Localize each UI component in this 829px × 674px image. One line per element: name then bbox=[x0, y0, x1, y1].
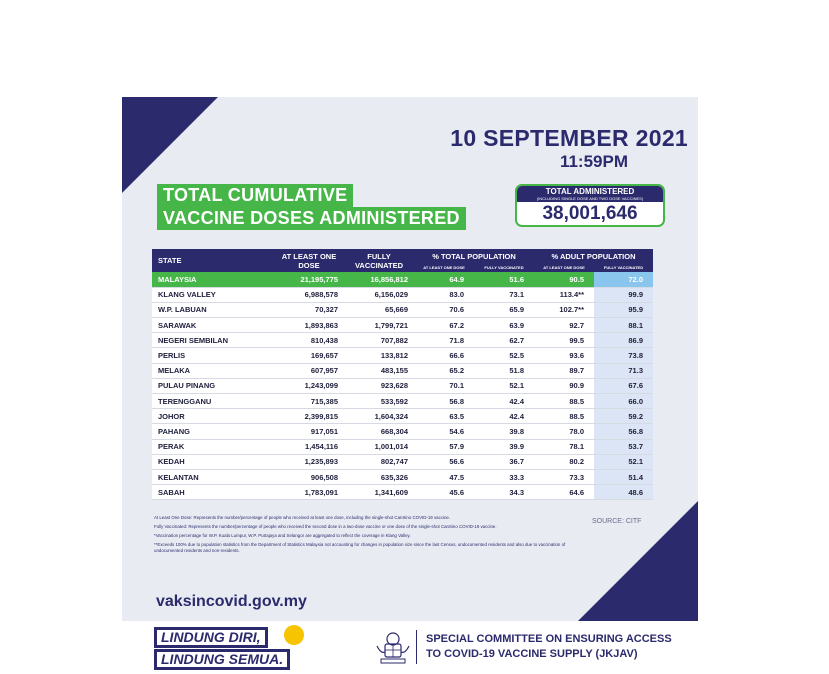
cell-total-pct-one: 71.8 bbox=[414, 333, 474, 348]
cell-total-pct-one: 56.8 bbox=[414, 394, 474, 409]
cell-total-pct-one: 57.9 bbox=[414, 439, 474, 454]
committee-line-2: TO COVID-19 VACCINE SUPPLY (JKJAV) bbox=[426, 647, 638, 660]
footnote-one-dose: At Least One Dose: Represents the number/percentage of people who received at least one dose, including the single-shot CanSino COVID-19 vaccine. bbox=[154, 515, 451, 520]
cell-total-pct-one: 54.6 bbox=[414, 424, 474, 439]
cell-adult-pct-one: 93.6 bbox=[534, 348, 594, 363]
cell-state: KEDAH bbox=[152, 454, 274, 469]
cell-state: KLANG VALLEY bbox=[152, 287, 274, 302]
cell-fully-vaccinated: 802,747 bbox=[344, 454, 414, 469]
cell-adult-pct-full: 95.9 bbox=[594, 302, 653, 317]
cell-total-pct-full: 62.7 bbox=[474, 333, 534, 348]
cell-total-pct-full: 52.5 bbox=[474, 348, 534, 363]
cell-fully-vaccinated: 707,882 bbox=[344, 333, 414, 348]
cell-total-pct-full: 39.8 bbox=[474, 424, 534, 439]
footnotes bbox=[154, 515, 574, 557]
website-link[interactable]: vaksincovid.gov.my bbox=[156, 593, 307, 610]
total-administered-value: 38,001,646 bbox=[542, 203, 638, 224]
corner-triangle-top-left bbox=[122, 97, 218, 193]
table-row bbox=[152, 424, 653, 439]
cell-fully-vaccinated: 1,604,324 bbox=[344, 409, 414, 424]
vaccination-table bbox=[152, 249, 653, 500]
cell-fully-vaccinated: 923,628 bbox=[344, 378, 414, 393]
committee-name bbox=[426, 632, 672, 662]
cell-adult-pct-full: 73.8 bbox=[594, 348, 653, 363]
cell-fully-vaccinated: 16,856,812 bbox=[344, 272, 414, 287]
cell-total-pct-full: 52.1 bbox=[474, 378, 534, 393]
cell-total-pct-full: 65.9 bbox=[474, 302, 534, 317]
header-fully-vaccinated: FULLY VACCINATED bbox=[344, 249, 414, 272]
cell-one-dose: 169,657 bbox=[274, 348, 344, 363]
cell-total-pct-one: 65.2 bbox=[414, 363, 474, 378]
cell-one-dose: 6,988,578 bbox=[274, 287, 344, 302]
cell-one-dose: 715,385 bbox=[274, 394, 344, 409]
cell-state: TERENGGANU bbox=[152, 394, 274, 409]
cell-adult-pct-one: 80.2 bbox=[534, 454, 594, 469]
cell-adult-pct-one: 92.7 bbox=[534, 318, 594, 333]
cell-adult-pct-full: 66.0 bbox=[594, 394, 653, 409]
cell-adult-pct-one: 78.1 bbox=[534, 439, 594, 454]
cell-adult-pct-full: 53.7 bbox=[594, 439, 653, 454]
cell-total-pct-full: 51.8 bbox=[474, 363, 534, 378]
cell-adult-pct-one: 64.6 bbox=[534, 485, 594, 500]
cell-fully-vaccinated: 1,001,014 bbox=[344, 439, 414, 454]
table-row bbox=[152, 469, 653, 484]
cell-one-dose: 607,957 bbox=[274, 363, 344, 378]
cell-adult-pct-full: 51.4 bbox=[594, 469, 653, 484]
cell-state: JOHOR bbox=[152, 409, 274, 424]
cell-one-dose: 1,783,091 bbox=[274, 485, 344, 500]
cell-total-pct-full: 34.3 bbox=[474, 485, 534, 500]
footer-divider bbox=[416, 630, 417, 664]
cell-total-pct-full: 36.7 bbox=[474, 454, 534, 469]
cell-state: SABAH bbox=[152, 485, 274, 500]
cell-adult-pct-one: 90.5 bbox=[534, 272, 594, 287]
table-row bbox=[152, 409, 653, 424]
title-line-2: VACCINE DOSES ADMINISTERED bbox=[157, 207, 466, 230]
subheader-adult-full: FULLY VACCINATED bbox=[594, 263, 653, 272]
cell-adult-pct-one: 73.3 bbox=[534, 469, 594, 484]
cell-one-dose: 917,051 bbox=[274, 424, 344, 439]
sun-icon bbox=[284, 625, 304, 645]
cell-state: MALAYSIA bbox=[152, 272, 274, 287]
header-pct-adult-population: % ADULT POPULATION bbox=[534, 249, 653, 263]
cell-adult-pct-full: 71.3 bbox=[594, 363, 653, 378]
table-row bbox=[152, 454, 653, 469]
cell-fully-vaccinated: 6,156,029 bbox=[344, 287, 414, 302]
cell-adult-pct-one: 90.9 bbox=[534, 378, 594, 393]
coat-of-arms-icon bbox=[373, 630, 413, 666]
subheader-adult-one: AT LEAST ONE DOSE bbox=[534, 263, 594, 272]
total-administered-label: TOTAL ADMINISTERED bbox=[545, 187, 635, 196]
cell-one-dose: 2,399,815 bbox=[274, 409, 344, 424]
cell-state: SARAWAK bbox=[152, 318, 274, 333]
header-pct-total-population: % TOTAL POPULATION bbox=[414, 249, 534, 263]
cell-total-pct-full: 51.6 bbox=[474, 272, 534, 287]
cell-adult-pct-full: 72.0 bbox=[594, 272, 653, 287]
cell-total-pct-full: 73.1 bbox=[474, 287, 534, 302]
cell-total-pct-one: 63.5 bbox=[414, 409, 474, 424]
cell-fully-vaccinated: 533,592 bbox=[344, 394, 414, 409]
cell-state: W.P. LABUAN bbox=[152, 302, 274, 317]
cell-total-pct-one: 66.6 bbox=[414, 348, 474, 363]
cell-total-pct-full: 42.4 bbox=[474, 409, 534, 424]
cell-fully-vaccinated: 1,341,609 bbox=[344, 485, 414, 500]
cell-total-pct-one: 45.6 bbox=[414, 485, 474, 500]
table-row bbox=[152, 272, 653, 287]
cell-fully-vaccinated: 65,669 bbox=[344, 302, 414, 317]
cell-adult-pct-full: 88.1 bbox=[594, 318, 653, 333]
lindung-logo bbox=[154, 627, 290, 670]
cell-adult-pct-full: 67.6 bbox=[594, 378, 653, 393]
cell-adult-pct-full: 52.1 bbox=[594, 454, 653, 469]
table-row bbox=[152, 485, 653, 500]
cell-one-dose: 1,893,863 bbox=[274, 318, 344, 333]
header-at-least-one-dose: AT LEAST ONE DOSE bbox=[274, 249, 344, 272]
table-row bbox=[152, 287, 653, 302]
cell-adult-pct-one: 88.5 bbox=[534, 394, 594, 409]
cell-adult-pct-full: 48.6 bbox=[594, 485, 653, 500]
table-row bbox=[152, 394, 653, 409]
cell-adult-pct-one: 78.0 bbox=[534, 424, 594, 439]
cell-state: PERAK bbox=[152, 439, 274, 454]
subheader-total-one: AT LEAST ONE DOSE bbox=[414, 263, 474, 272]
cell-total-pct-one: 83.0 bbox=[414, 287, 474, 302]
cell-state: PAHANG bbox=[152, 424, 274, 439]
cell-adult-pct-full: 86.9 bbox=[594, 333, 653, 348]
cell-one-dose: 810,438 bbox=[274, 333, 344, 348]
footnote-fully-vaccinated: Fully Vaccinated: Represents the number/percentage of people who received the second dose in a two-dose vaccine or one dose of the single-shot CanSino COVID-19 vaccine. bbox=[154, 523, 497, 529]
table-row bbox=[152, 318, 653, 333]
cell-fully-vaccinated: 1,799,721 bbox=[344, 318, 414, 333]
table-row bbox=[152, 333, 653, 348]
cell-fully-vaccinated: 133,812 bbox=[344, 348, 414, 363]
title-line-1: TOTAL CUMULATIVE bbox=[157, 184, 353, 207]
cell-one-dose: 906,508 bbox=[274, 469, 344, 484]
cell-one-dose: 1,243,099 bbox=[274, 378, 344, 393]
cell-state: KELANTAN bbox=[152, 469, 274, 484]
cell-one-dose: 70,327 bbox=[274, 302, 344, 317]
cell-one-dose: 1,235,893 bbox=[274, 454, 344, 469]
cell-total-pct-one: 56.6 bbox=[414, 454, 474, 469]
slogan-line-1: LINDUNG DIRI, bbox=[154, 627, 268, 648]
cell-state: PULAU PINANG bbox=[152, 378, 274, 393]
source-label: SOURCE: CITF bbox=[592, 518, 642, 525]
footnote-klang-valley: *Vaccination percentage for W.P. Kuala Lumpur, W.P. Putrajaya and Selangor are aggregated to reflect the coverage in Klang Valley. bbox=[154, 532, 411, 538]
cell-total-pct-full: 63.9 bbox=[474, 318, 534, 333]
table-row bbox=[152, 348, 653, 363]
report-date: 10 SEPTEMBER 2021 bbox=[450, 125, 688, 151]
cell-adult-pct-one: 102.7** bbox=[534, 302, 594, 317]
subheader-total-full: FULLY VACCINATED bbox=[474, 263, 534, 272]
cell-fully-vaccinated: 668,304 bbox=[344, 424, 414, 439]
cell-total-pct-one: 47.5 bbox=[414, 469, 474, 484]
committee-line-1: SPECIAL COMMITTEE ON ENSURING ACCESS bbox=[426, 633, 672, 645]
cell-state: NEGERI SEMBILAN bbox=[152, 333, 274, 348]
cell-adult-pct-full: 99.9 bbox=[594, 287, 653, 302]
date-block bbox=[450, 125, 688, 172]
cell-total-pct-one: 67.2 bbox=[414, 318, 474, 333]
cell-state: MELAKA bbox=[152, 363, 274, 378]
cell-total-pct-one: 64.9 bbox=[414, 272, 474, 287]
cell-adult-pct-one: 113.4** bbox=[534, 287, 594, 302]
total-administered-box bbox=[515, 184, 665, 227]
cell-fully-vaccinated: 483,155 bbox=[344, 363, 414, 378]
total-administered-header bbox=[517, 186, 663, 202]
report-time: 11:59PM bbox=[559, 152, 628, 171]
table-row bbox=[152, 378, 653, 393]
table-row bbox=[152, 439, 653, 454]
cell-total-pct-full: 39.9 bbox=[474, 439, 534, 454]
cell-total-pct-full: 42.4 bbox=[474, 394, 534, 409]
infographic-card bbox=[122, 97, 698, 621]
slogan-line-2: LINDUNG SEMUA. bbox=[154, 649, 290, 670]
cell-adult-pct-one: 88.5 bbox=[534, 409, 594, 424]
cell-total-pct-one: 70.6 bbox=[414, 302, 474, 317]
footnote-exceeds-100: **Exceeds 100% due to population statistics from the Department of Statistics Malaysia not accounting for changes in population size since the last Census, undocumented residents and also due to vaccination of undocumented residents and non-residents. bbox=[154, 541, 566, 553]
cell-one-dose: 21,195,775 bbox=[274, 272, 344, 287]
cell-adult-pct-one: 89.7 bbox=[534, 363, 594, 378]
cell-one-dose: 1,454,116 bbox=[274, 439, 344, 454]
table-row bbox=[152, 363, 653, 378]
total-administered-sublabel: (INCLUDING SINGLE DOSE AND TWO DOSE VACCINES) bbox=[536, 196, 644, 201]
cell-fully-vaccinated: 635,326 bbox=[344, 469, 414, 484]
cell-adult-pct-full: 56.8 bbox=[594, 424, 653, 439]
header-state: STATE bbox=[152, 249, 274, 272]
cell-adult-pct-full: 59.2 bbox=[594, 409, 653, 424]
cell-state: PERLIS bbox=[152, 348, 274, 363]
cell-adult-pct-one: 99.5 bbox=[534, 333, 594, 348]
table-row bbox=[152, 302, 653, 317]
cell-total-pct-full: 33.3 bbox=[474, 469, 534, 484]
cell-total-pct-one: 70.1 bbox=[414, 378, 474, 393]
